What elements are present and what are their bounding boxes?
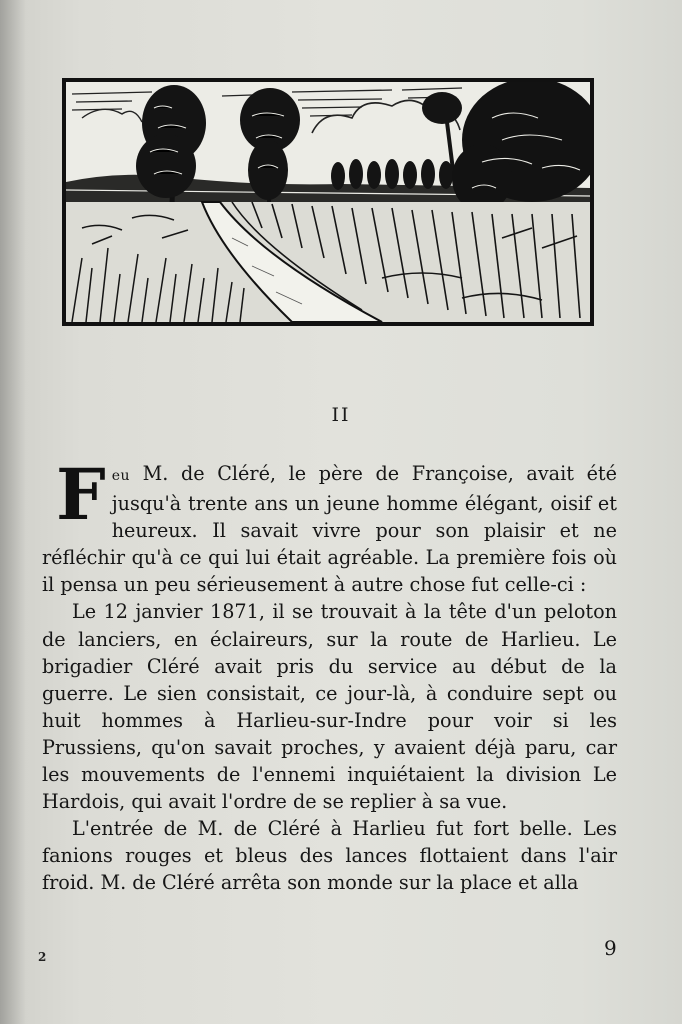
page-number: 9: [604, 936, 617, 960]
body-text: [42, 453, 617, 897]
chapter-number: II: [331, 404, 351, 426]
spine-shadow: [0, 0, 26, 1024]
woodcut-landscape-illustration: [62, 78, 594, 326]
paragraph-3: L'entrée de M. de Cléré à Harlieu fut fort belle. Les fanions rouges et bleus des lances flottaient dans l'air froid. M. de Cléré arrêta son monde sur la place et alla: [42, 817, 617, 895]
drop-cap: F: [56, 453, 106, 536]
paragraph-1: [42, 453, 617, 598]
paragraph-1-text: M. de Cléré, le père de Françoise, avait été jusqu'à trente ans un jeune homme élégant, oisif et heureux. Il savait vivre pour son plaisir et ne réfléchir qu'à ce qui lui était agréable. La première fois où il pensa un peu sérieusement à autre chose fut celle-ci :: [42, 462, 617, 597]
paragraph-2: Le 12 janvier 1871, il se trouvait à la tête d'un peloton de lanciers, en éclaireurs, sur la route de Harlieu. Le brigadier Cléré avait pris du service au début de la guerre. Le sien consistait, ce jour-là, à conduire sept ou huit hommes à Harlieu-sur-Indre pour voir si les Prussiens, qu'on savait proches, y avaient déjà paru, car les mouvements de l'ennemi inquiétaient la division Le Hardois, qui avait l'ordre de se replier à sa vue.: [42, 600, 617, 814]
signature-mark: 2: [38, 950, 47, 964]
first-word-smallcaps: eu: [111, 468, 131, 484]
